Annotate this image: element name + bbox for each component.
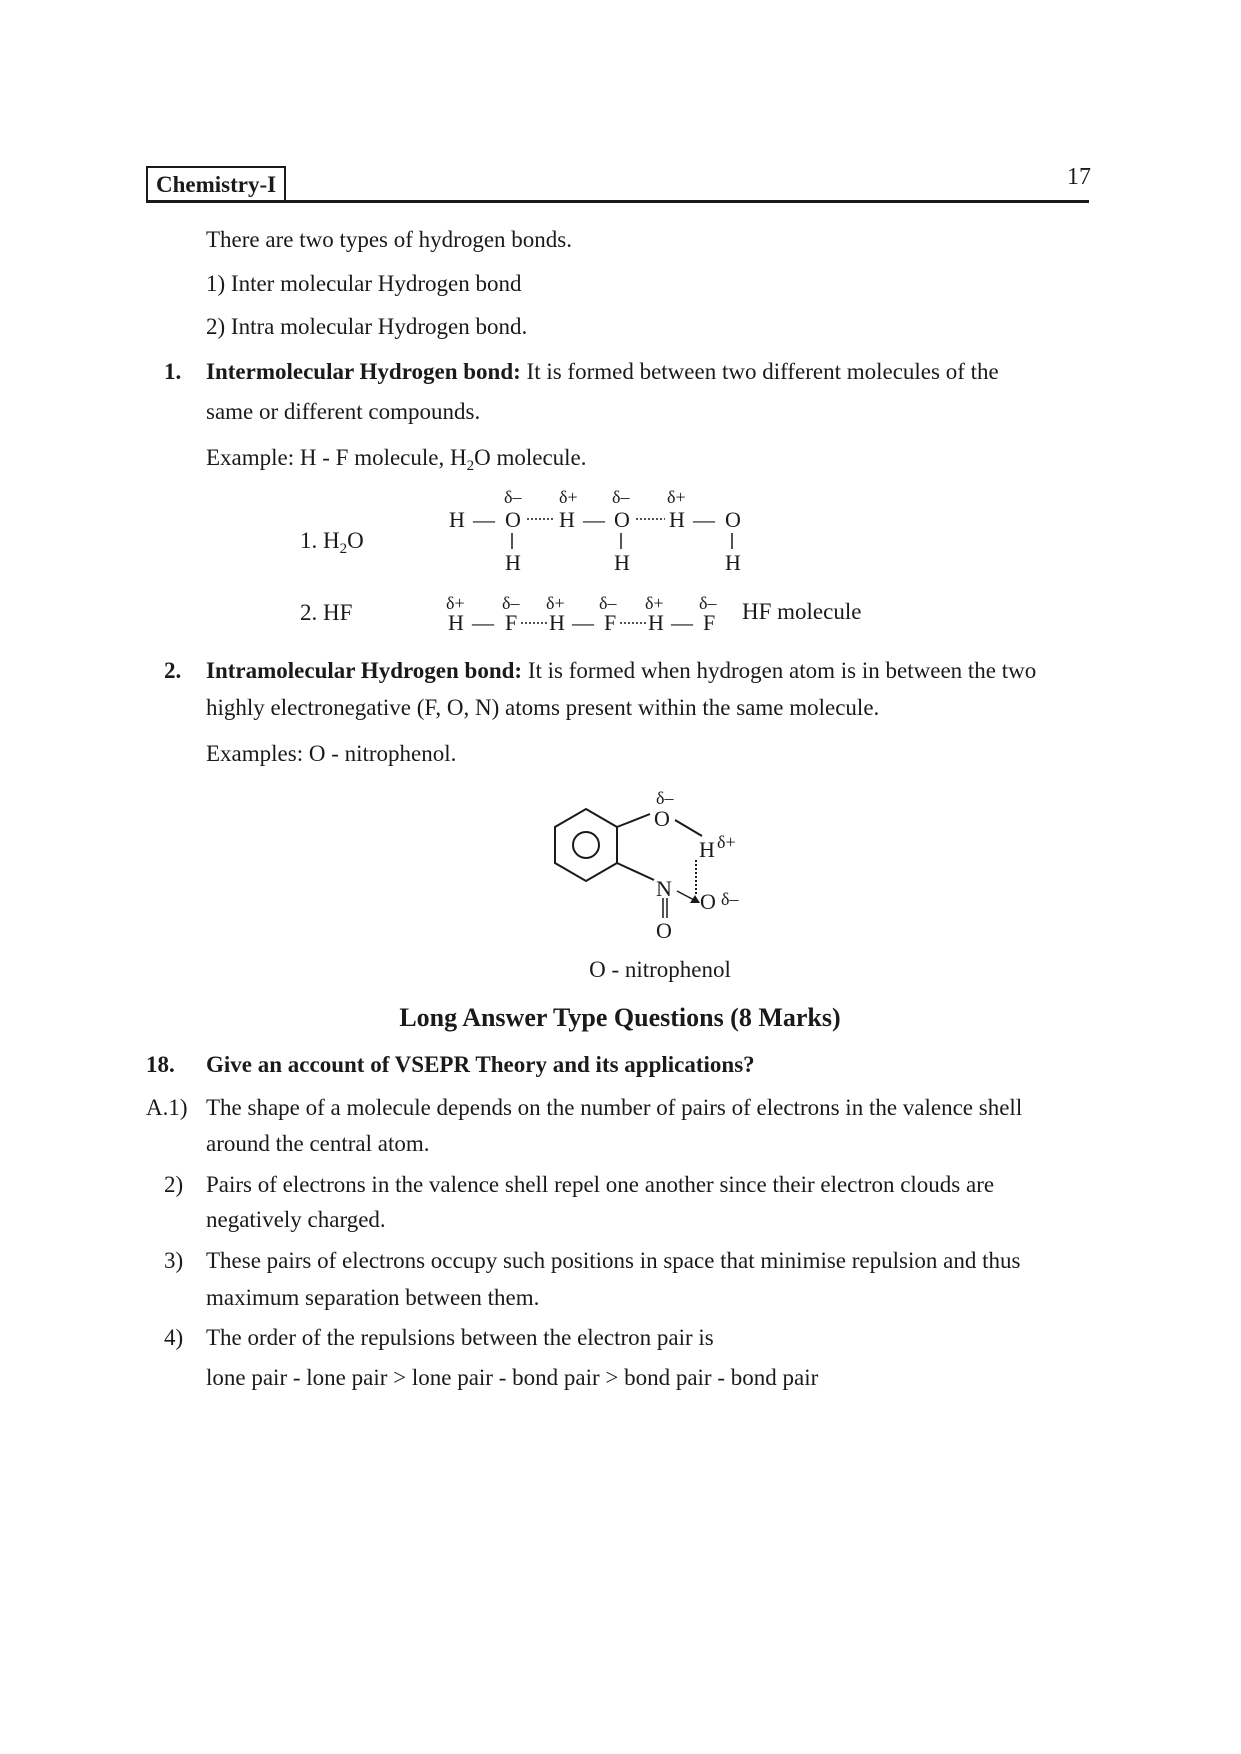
inter-term: Intermolecular Hydrogen bond: [206,359,521,384]
c-o-bond [617,814,650,827]
h2o-atom-o3: O [725,507,741,532]
h2o-label-suffix: O [347,528,364,553]
answer-1-line-b: around the central atom. [206,1131,430,1156]
inter-number: 1. [164,359,182,384]
h2o-delta-1: δ– [504,487,522,507]
phenol-h-atom: H [699,837,715,862]
question-text: Give an account of VSEPR Theory and its applications? [206,1052,755,1077]
nitro-o-atom-2: O [656,918,672,943]
o-h-bond [675,820,702,836]
question-number: 18. [146,1052,175,1077]
answer-3-line-b: maximum separation between them. [206,1285,540,1310]
answer-2-line-a: Pairs of electrons in the valence shell repel one another since their electron clouds are [206,1172,995,1197]
hf-atom-h3: H [648,610,664,635]
h2o-delta-4: δ+ [667,487,686,507]
hf-delta-5: δ+ [645,593,664,613]
h2o-label-sub: 2 [339,541,348,557]
h2o-delta-3: δ– [612,487,630,507]
hf-atom-f2: F [604,610,617,635]
hf-delta-4: δ– [599,593,617,613]
intro-line-3: 2) Intra molecular Hydrogen bond. [206,314,528,339]
inter-example-suffix: O molecule. [474,445,587,470]
page-number: 17 [1067,164,1091,190]
intra-definition-line-2: highly electronegative (F, O, N) atoms present within the same molecule. [206,695,880,720]
inter-example-prefix: Example: H - F molecule, H [206,445,467,470]
answer-4-line-b: lone pair - lone pair > lone pair - bond pair > bond pair - bond pair [206,1365,819,1390]
answer-1-line-a: The shape of a molecule depends on the number of pairs of electrons in the valence shell [206,1095,1023,1120]
intro-line-2: 1) Inter molecular Hydrogen bond [206,271,522,296]
hf-atom-f3: F [703,610,716,635]
answer-4-line-a: The order of the repulsions between the electron pair is [206,1325,714,1350]
hf-atom-h1: H [448,610,464,635]
c-n-bond [617,863,654,880]
header-title: Chemistry-I [146,166,286,202]
hf-label: 2. HF [300,600,353,625]
h2o-atom-h5: H [614,550,630,575]
hf-delta-3: δ+ [546,593,565,613]
intra-definition-a: It is formed when hydrogen atom is in between the two [527,658,1037,683]
answer-2-number: 2) [164,1172,184,1197]
hf-bond-1: — [472,610,494,635]
hf-caption: HF molecule [742,599,862,624]
nitro-o-delta: δ– [721,889,739,909]
inter-example-sub: 2 [466,458,475,474]
intro-line-1: There are two types of hydrogen bonds. [206,227,572,252]
h2o-atom-h3: H [669,507,685,532]
h2o-atom-h6: H [725,550,741,575]
h2o-atom-h4: H [505,550,521,575]
hf-atom-h2: H [549,610,565,635]
answer-3-number: 3) [164,1248,184,1273]
phenol-h-delta: δ+ [717,832,736,852]
h2o-atom-o2: O [614,507,630,532]
h2o-bond-2: — [583,507,605,532]
nitro-o-atom-1: O [700,889,716,914]
h2o-bond-3: — [693,507,715,532]
h2o-bond-1: — [473,507,495,532]
hf-atom-f1: F [505,610,518,635]
inter-definition-a: It is formed between two different molecules of the [526,359,999,384]
h2o-delta-2: δ+ [559,487,578,507]
intra-example: Examples: O - nitrophenol. [206,741,457,766]
h2o-atom-o1: O [505,507,521,532]
h2o-atom-h2: H [559,507,575,532]
inter-definition-line-2: same or different compounds. [206,399,481,424]
hf-bond-3: — [671,610,693,635]
h2o-atom-h1: H [449,507,465,532]
phenol-o-atom: O [654,806,670,831]
answer-2-line-b: negatively charged. [206,1207,386,1232]
benzene-aromatic-circle [573,832,599,858]
answer-4-number: 4) [164,1325,184,1350]
nitro-n-atom: N [656,876,672,901]
hf-delta-2: δ– [502,593,520,613]
intra-number: 2. [164,658,182,683]
answer-3-line-a: These pairs of electrons occupy such positions in space that minimise repulsion and thus [206,1248,1021,1273]
h2o-label-prefix: 1. H [300,528,340,553]
answer-1-number: A.1) [146,1095,188,1120]
figure-caption: O - nitrophenol [589,957,731,982]
benzene-ring [555,809,617,881]
hf-delta-1: δ+ [446,593,465,613]
hf-bond-2: — [572,610,594,635]
hf-delta-6: δ– [699,593,717,613]
intra-term: Intramolecular Hydrogen bond: [206,658,523,683]
phenol-o-delta: δ– [656,788,674,808]
section-heading: Long Answer Type Questions (8 Marks) [399,1003,841,1032]
